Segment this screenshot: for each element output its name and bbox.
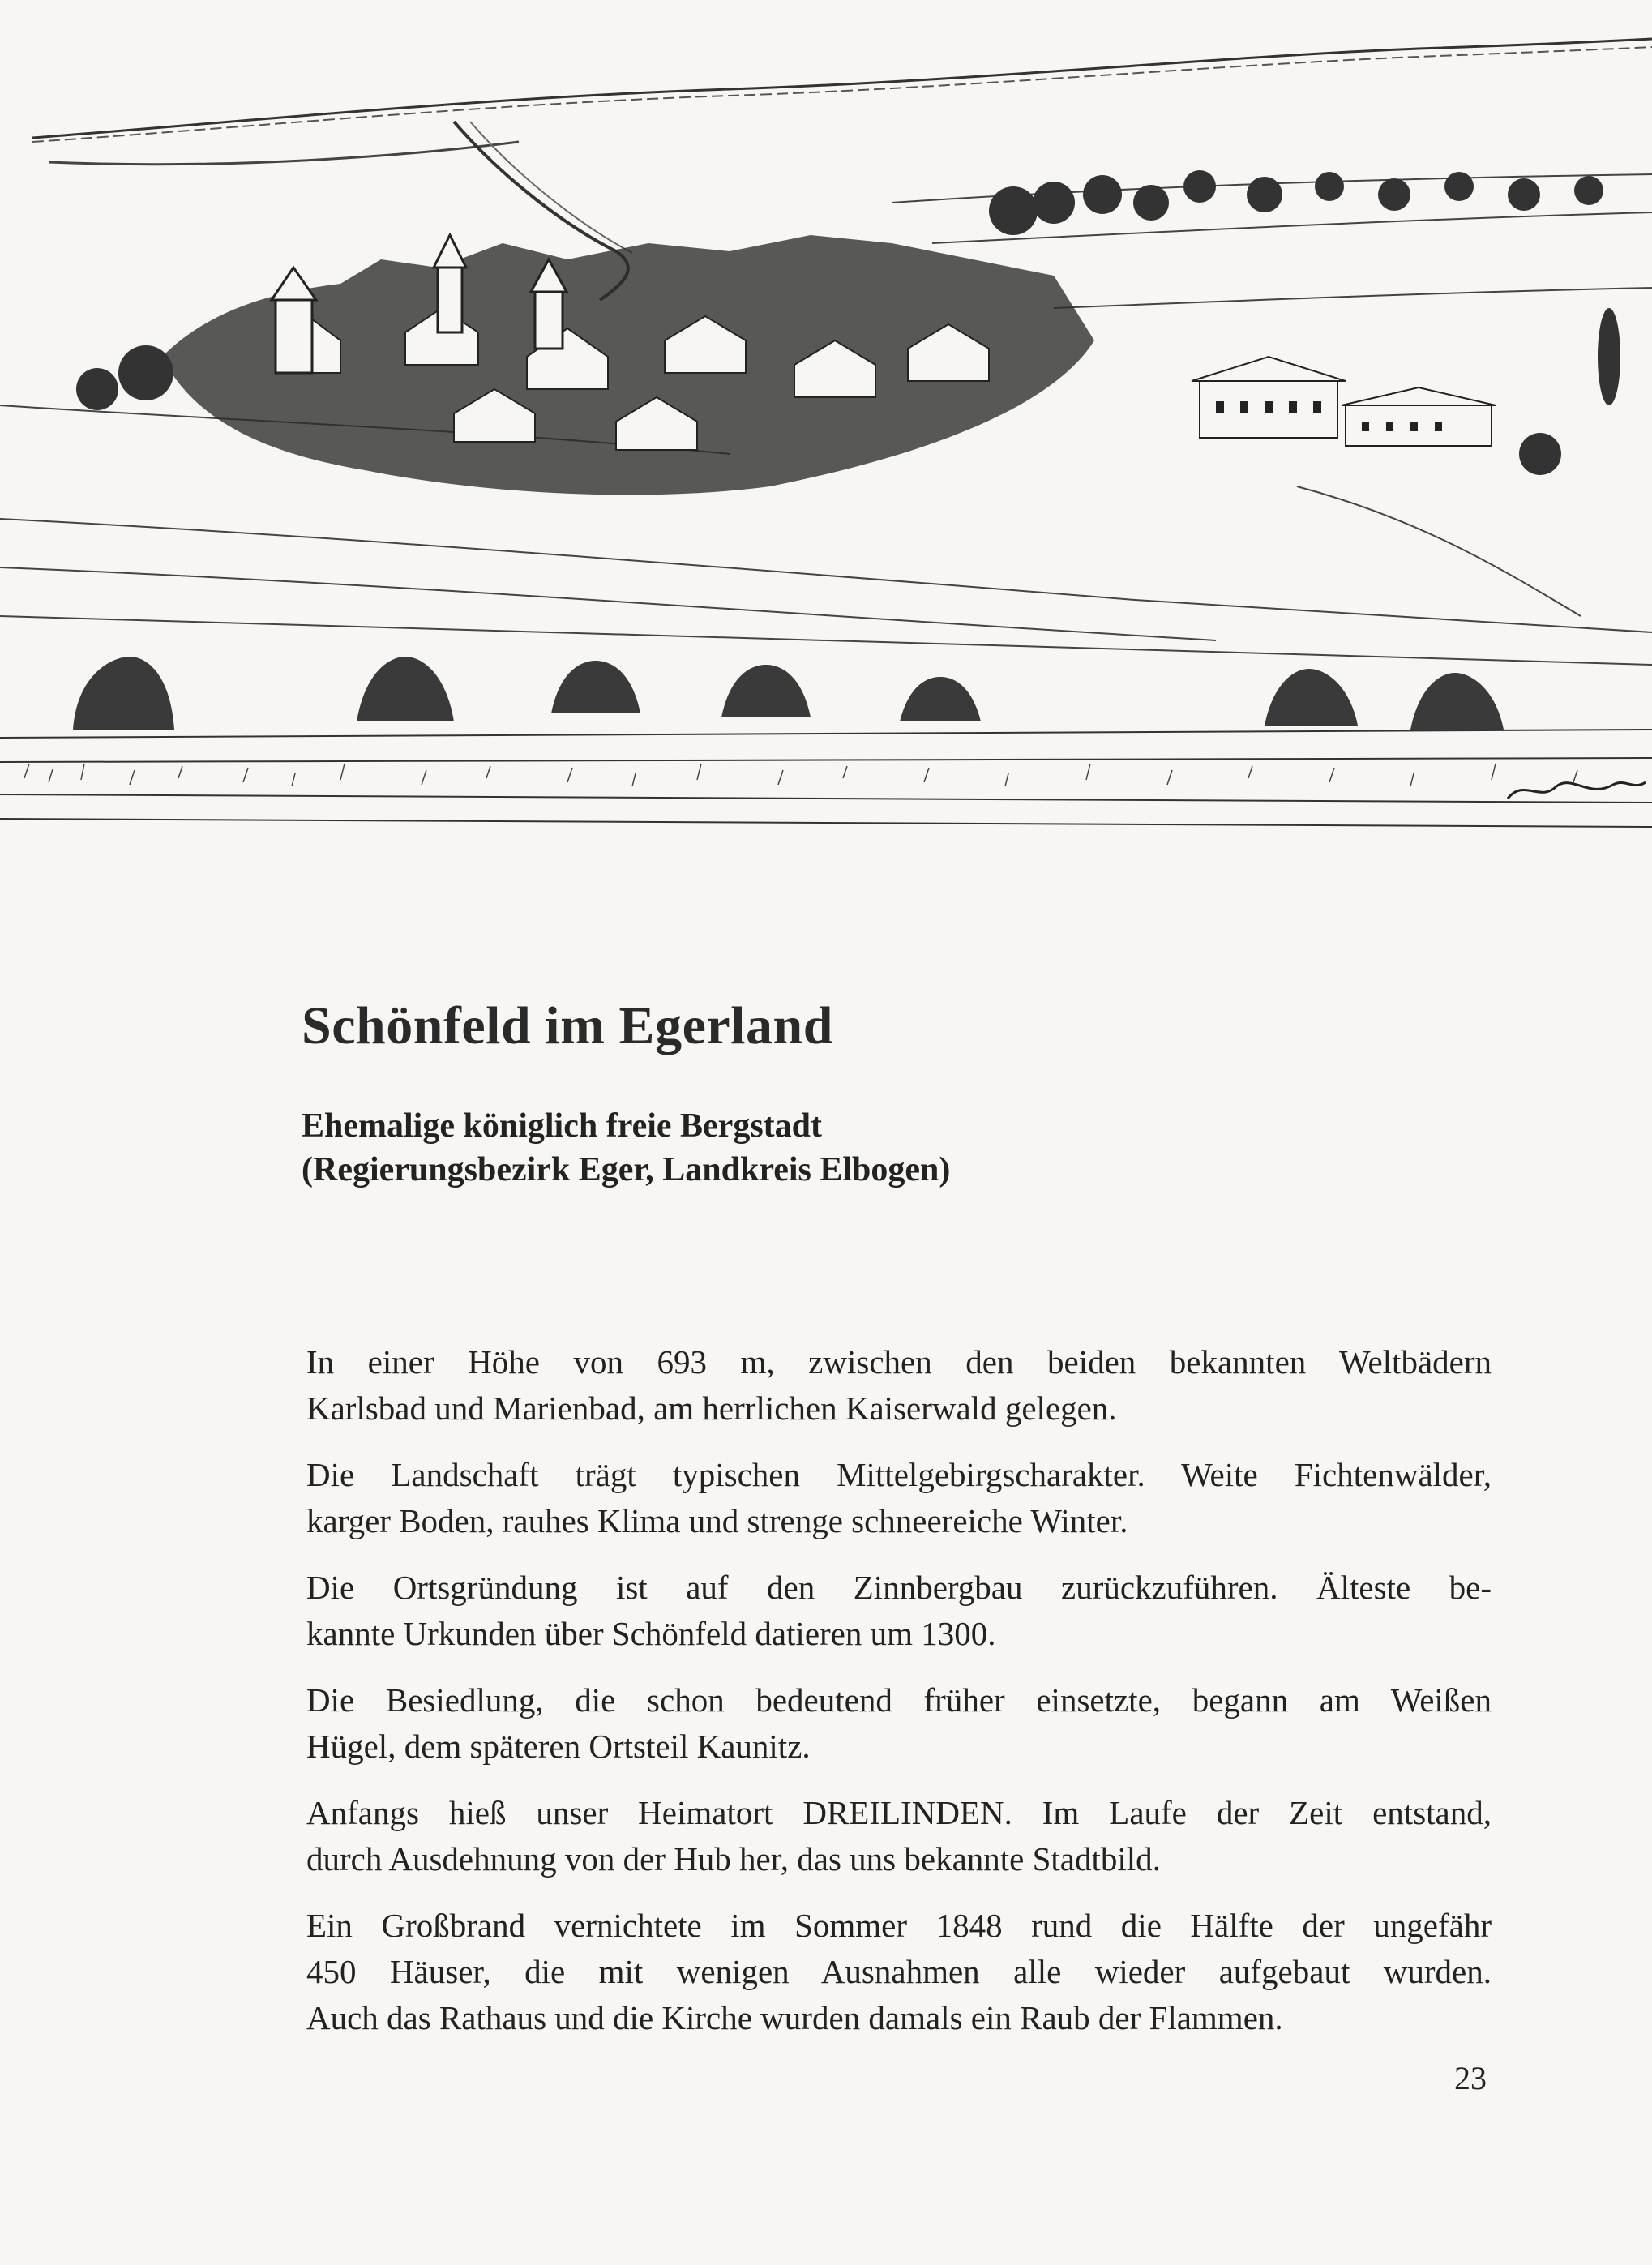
text-line: Anfangs hieß unser Heimatort DREILINDEN. Im Laufe der Zeit entstand, — [306, 1794, 1492, 1831]
text-line: durch Ausdehnung von der Hub her, das uns bekannte Stadtbild. — [306, 1840, 1161, 1878]
subtitle — [302, 1104, 1436, 1192]
text-line: Ein Großbrand vernichtete im Sommer 1848 rund die Hälfte der ungefähr — [306, 1907, 1492, 1944]
page-number: 23 — [1454, 2060, 1487, 2096]
paragraph — [306, 1790, 1492, 1882]
text-line: Die Besiedlung, die schon bedeutend früher einsetzte, begann am Weißen — [306, 1681, 1492, 1719]
paragraph — [306, 1903, 1492, 2041]
village-landscape-drawing-icon — [0, 0, 1652, 867]
text-line: Karlsbad und Marienbad, am herrlichen Kaiserwald gelegen. — [306, 1389, 1117, 1427]
subtitle-line: Ehemalige königlich freie Bergstadt — [302, 1107, 822, 1145]
text-line: Auch das Rathaus und die Kirche wurden damals ein Raub der Flammen. — [306, 1999, 1283, 2036]
text-line: Hügel, dem späteren Ortsteil Kaunitz. — [306, 1728, 811, 1765]
text-line: Die Landschaft trägt typischen Mittelgebirgscharakter. Weite Fichtenwälder, — [306, 1456, 1492, 1493]
paragraph — [306, 1452, 1492, 1544]
paragraph — [306, 1565, 1492, 1657]
text-line: karger Boden, rauhes Klima und strenge schneereiche Winter. — [306, 1502, 1128, 1539]
page-title: Schönfeld im Egerland — [302, 996, 833, 1055]
village-landscape-illustration — [0, 0, 1652, 867]
paragraph — [306, 1677, 1492, 1770]
paragraph — [306, 1339, 1492, 1432]
text-line: kannte Urkunden über Schönfeld datieren um 1300. — [306, 1615, 996, 1652]
text-line: Die Ortsgründung ist auf den Zinnbergbau zurückzuführen. Älteste be- — [306, 1569, 1492, 1606]
text-line: 450 Häuser, die mit wenigen Ausnahmen alle wieder aufgebaut wurden. — [306, 1953, 1492, 1990]
body-text — [306, 1339, 1492, 2062]
text-line: In einer Höhe von 693 m, zwischen den beiden bekannten Weltbädern — [306, 1343, 1492, 1381]
subtitle-line: (Regierungsbezirk Eger, Landkreis Elbogen) — [302, 1151, 951, 1188]
